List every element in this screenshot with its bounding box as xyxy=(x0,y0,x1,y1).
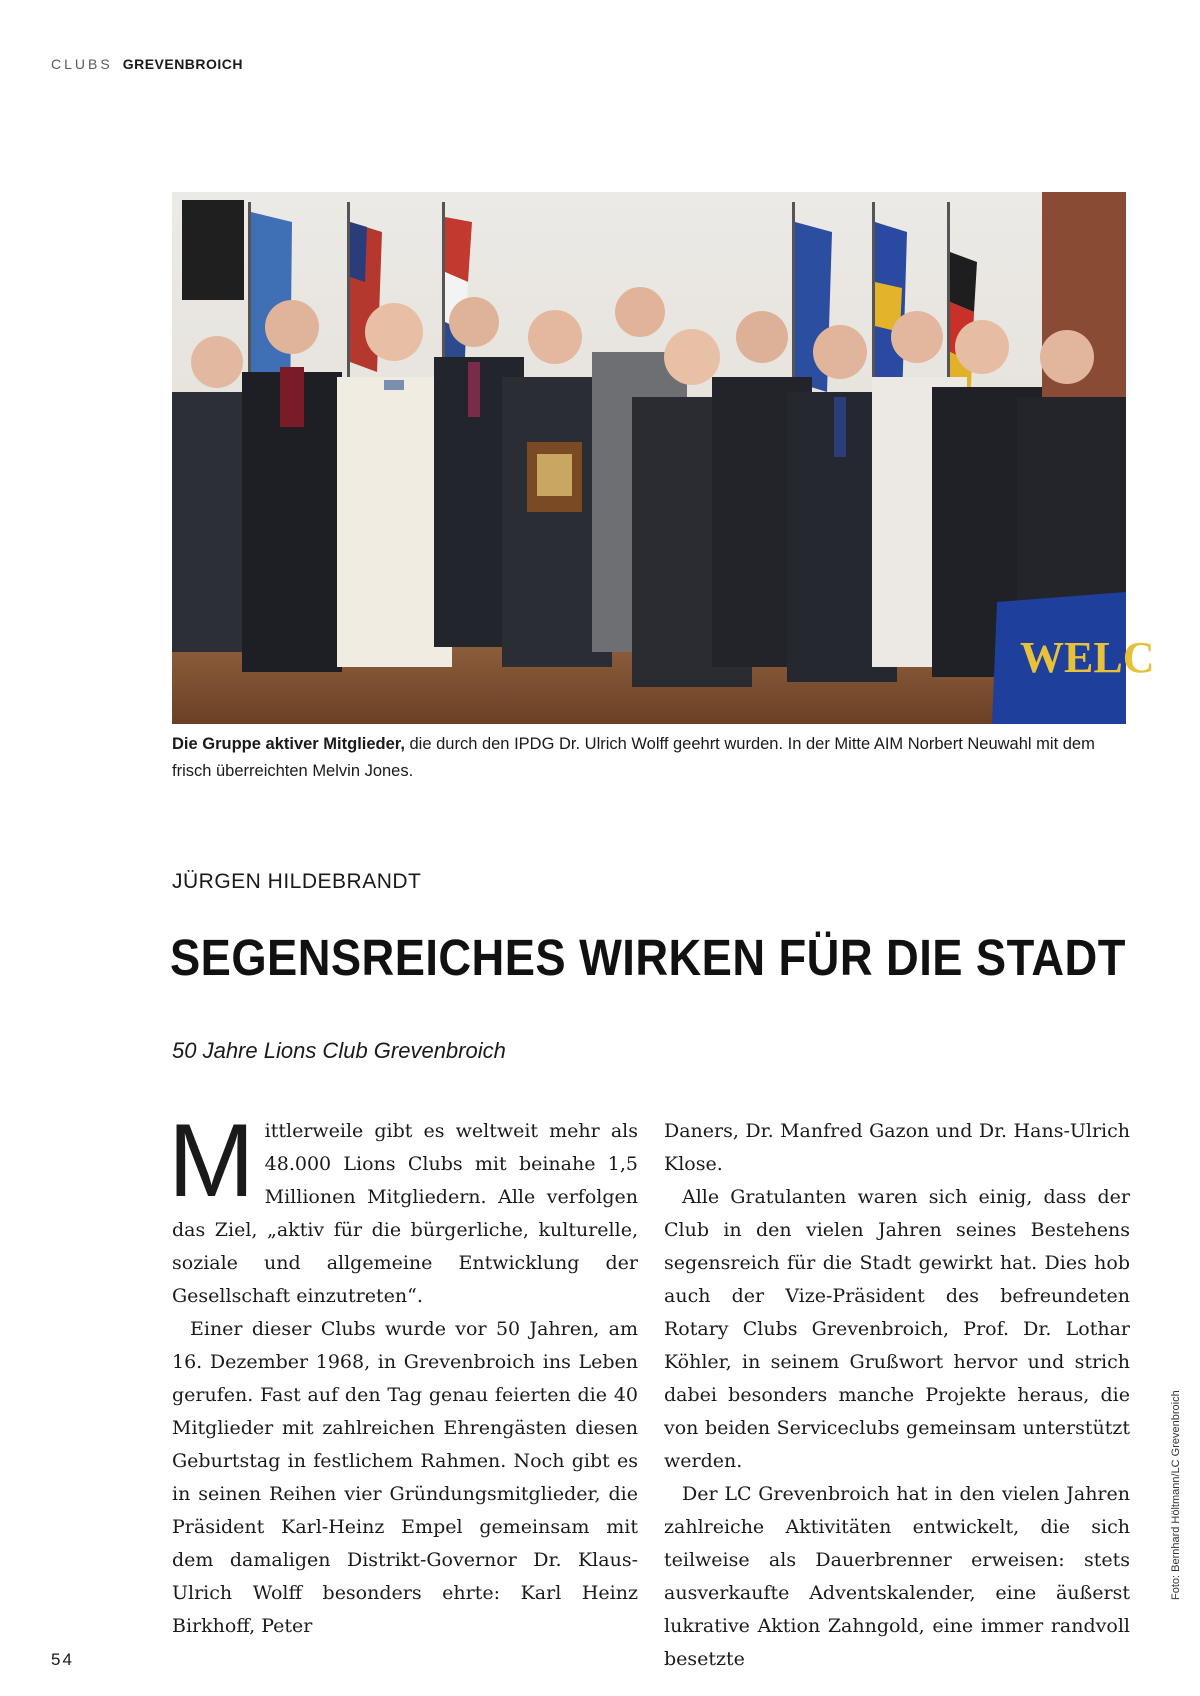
article-subtitle: 50 Jahre Lions Club Grevenbroich xyxy=(172,1038,506,1063)
page-number: 54 xyxy=(51,1650,74,1669)
photo-caption xyxy=(172,731,1132,785)
paragraph: Daners, Dr. Manfred Gazon und Dr. Hans-Ulrich Klose. xyxy=(664,1120,1130,1175)
drop-cap: M xyxy=(168,1103,255,1219)
caption-text: die durch den IPDG Dr. Ulrich Wolff geehrt wurden. In der Mitte AIM Norbert Neuwahl mit dem frisch überreichten Melvin Jones. xyxy=(172,735,1095,780)
section-label: CLUBS xyxy=(51,56,113,72)
author-name: JÜRGEN HILDEBRANDT xyxy=(172,870,422,893)
article-headline: SEGENSREICHES WIRKEN FÜR DIE STADT xyxy=(170,929,1126,986)
photo-credit: Foto: Bernhard Höltmann/LC Grevenbroich xyxy=(1170,1390,1182,1600)
section-header xyxy=(51,56,243,72)
text-column-right xyxy=(664,1115,1130,1676)
paragraph: Alle Gratulanten waren sich einig, dass der Club in den vielen Jahren seines Bestehens segensreich für die Stadt gewirkt hat. Dies hob auch der Vize-Präsident des befreundeten Rotary Clubs Grevenbroich, Prof. Dr. Lothar Köhler, in seinem Grußwort hervor und strich dabei besonders manche Projekte heraus, die von beiden Serviceclubs gemeinsam unterstützt werden. xyxy=(664,1186,1130,1472)
paragraph: Einer dieser Clubs wurde vor 50 Jahren, am 16. Dezember 1968, in Grevenbroich ins Leben gerufen. Fast auf den Tag genau feierten die 40 Mitglieder mit zahlreichen Ehrengästen diesen Geburtstag in festlichem Rahmen. Noch gibt es in seinen Reihen vier Gründungsmitglieder, die Präsident Karl-Heinz Empel gemeinsam mit dem damaligen Distrikt-Governor Dr. Klaus-Ulrich Wolff besonders ehrte: Karl Heinz Birkhoff, Peter xyxy=(172,1318,638,1637)
paragraph-text: ittlerweile gibt es weltweit mehr als 48.000 Lions Clubs mit beinahe 1,5 Millionen Mitgliedern. Alle verfolgen das Ziel, „aktiv für die bürgerliche, kulturelle, soziale und allgemeine Entwicklung der Gesellschaft einzutreten“. xyxy=(172,1120,638,1307)
text-column-left xyxy=(168,1103,638,1643)
group-photo xyxy=(172,192,1155,724)
caption-lead: Die Gruppe aktiver Mitglieder, xyxy=(172,735,405,753)
section-sublabel: GREVENBROICH xyxy=(122,56,244,72)
paragraph xyxy=(168,1103,638,1313)
paragraph: Der LC Grevenbroich hat in den vielen Jahren zahlreiche Aktivitäten entwickelt, die sich teilweise als Dauerbrenner erweisen: stets ausverkaufte Adventskalender, eine äußerst lukrative Aktion Zahngold, eine immer randvoll besetzte xyxy=(664,1483,1130,1670)
banner-text: WELC xyxy=(1020,633,1155,682)
